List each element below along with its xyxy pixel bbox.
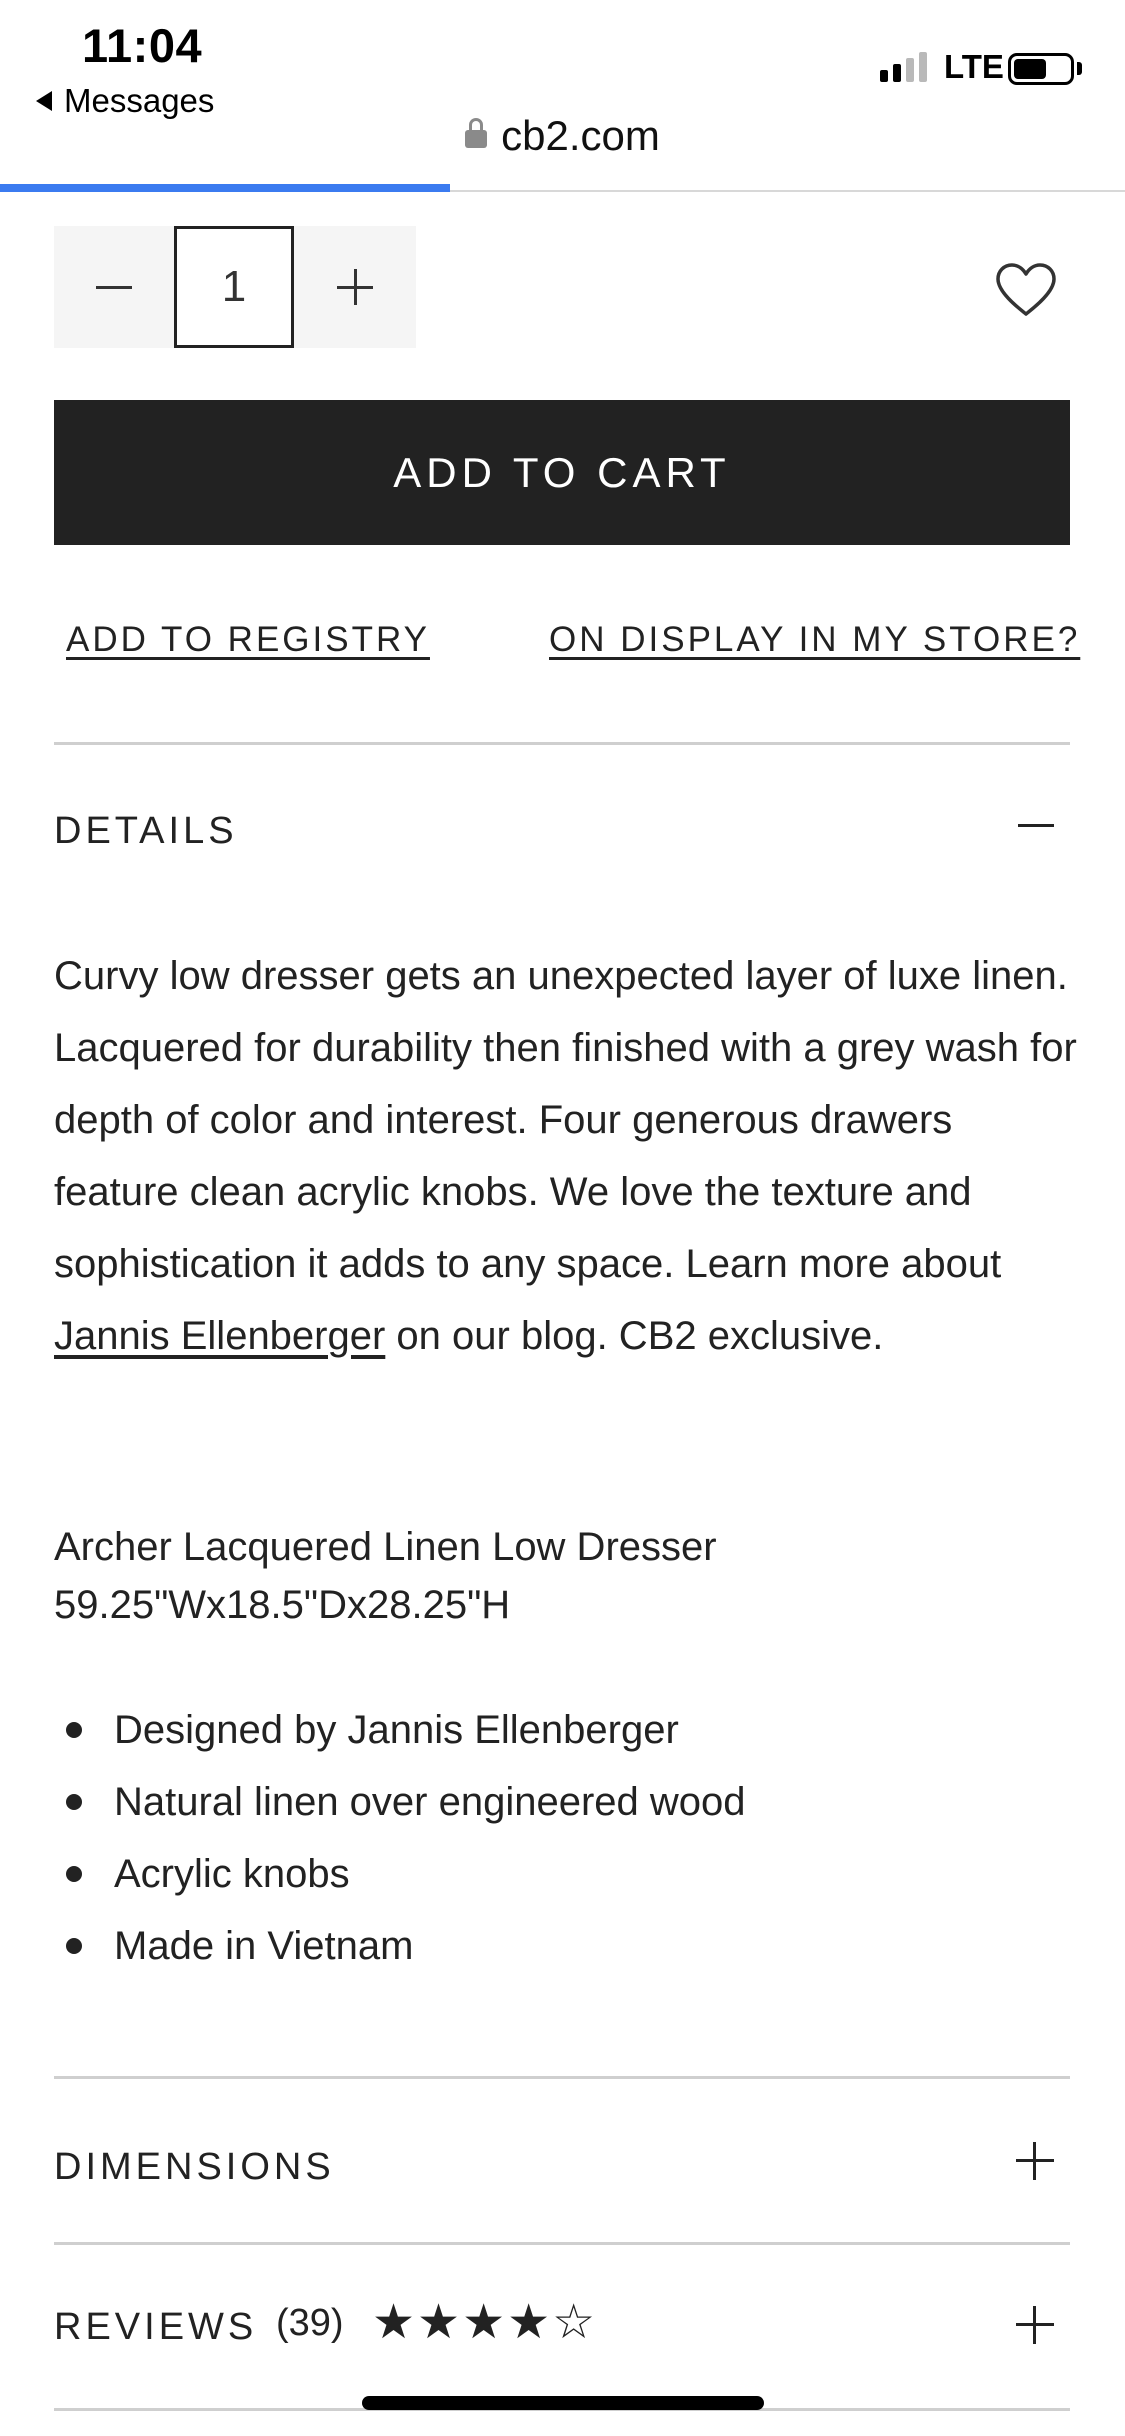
reviews-heading[interactable]: REVIEWS <box>54 2306 258 2348</box>
star-rating <box>372 2294 596 2350</box>
quantity-decrease-button[interactable] <box>54 226 174 348</box>
lock-icon <box>465 130 487 148</box>
back-label: Messages <box>64 82 215 119</box>
url-bar[interactable] <box>0 112 1125 160</box>
status-time: 11:04 <box>82 19 203 72</box>
bullet-icon <box>66 1722 82 1738</box>
quantity-input[interactable]: 1 <box>174 226 294 348</box>
feature-text: Made in Vietnam <box>114 1924 414 1968</box>
product-name: Archer Lacquered Linen Low Dresser <box>54 1525 717 1569</box>
network-type: LTE <box>944 48 1004 85</box>
expand-dimensions-plus-icon[interactable] <box>1016 2142 1054 2180</box>
quantity-increase-button[interactable] <box>294 226 416 348</box>
details-text: Curvy low dresser gets an unexpected layer of luxe linen. Lacquered for durability then finished with a grey wash for depth of color and interest. Four generous drawers feature clean acrylic knobs. We love the texture and sophistication it adds to any space. Learn more about <box>54 954 1077 1286</box>
signal-icon <box>880 52 927 82</box>
expand-reviews-plus-icon[interactable] <box>1016 2306 1054 2344</box>
divider <box>54 2242 1070 2245</box>
back-arrow-icon <box>36 91 52 111</box>
add-to-cart-button[interactable]: ADD TO CART <box>54 400 1070 545</box>
feature-text: Natural linen over engineered wood <box>114 1780 746 1824</box>
quantity-stepper <box>54 226 416 348</box>
star-filled-icon: ★ <box>507 2294 551 2350</box>
bullet-icon <box>66 1938 82 1954</box>
home-indicator[interactable] <box>362 2396 764 2410</box>
star-empty-icon: ☆ <box>552 2294 596 2350</box>
list-item <box>54 1910 746 1982</box>
url-text: cb2.com <box>501 112 660 159</box>
add-to-registry-link[interactable]: ADD TO REGISTRY <box>66 620 430 659</box>
page-load-progress <box>0 184 450 192</box>
star-filled-icon: ★ <box>372 2294 416 2350</box>
heart-icon[interactable] <box>994 262 1058 318</box>
list-item <box>54 1838 746 1910</box>
minus-icon <box>96 286 132 289</box>
feature-text: Acrylic knobs <box>114 1852 350 1896</box>
on-display-in-store-link[interactable]: ON DISPLAY IN MY STORE? <box>549 620 1081 659</box>
battery-nub <box>1077 62 1082 75</box>
bullet-icon <box>66 1866 82 1882</box>
list-item <box>54 1694 746 1766</box>
star-filled-icon: ★ <box>417 2294 461 2350</box>
details-text-end: on our blog. CB2 exclusive. <box>385 1314 884 1358</box>
star-filled-icon: ★ <box>462 2294 506 2350</box>
list-item <box>54 1766 746 1838</box>
product-dimensions: 59.25"Wx18.5"Dx28.25"H <box>54 1583 511 1627</box>
details-heading[interactable]: DETAILS <box>54 810 238 852</box>
divider <box>54 742 1070 745</box>
battery-icon <box>1008 53 1074 85</box>
dimensions-heading[interactable]: DIMENSIONS <box>54 2146 335 2188</box>
divider <box>54 2076 1070 2079</box>
collapse-details-minus-icon[interactable] <box>1018 824 1054 827</box>
feature-text: Designed by Jannis Ellenberger <box>114 1708 679 1752</box>
designer-link[interactable]: Jannis Ellenberger <box>54 1314 386 1358</box>
reviews-count: (39) <box>276 2302 344 2344</box>
feature-list <box>54 1694 746 1982</box>
product-name-block <box>54 1518 717 1634</box>
bullet-icon <box>66 1794 82 1810</box>
details-description <box>54 940 1084 1372</box>
